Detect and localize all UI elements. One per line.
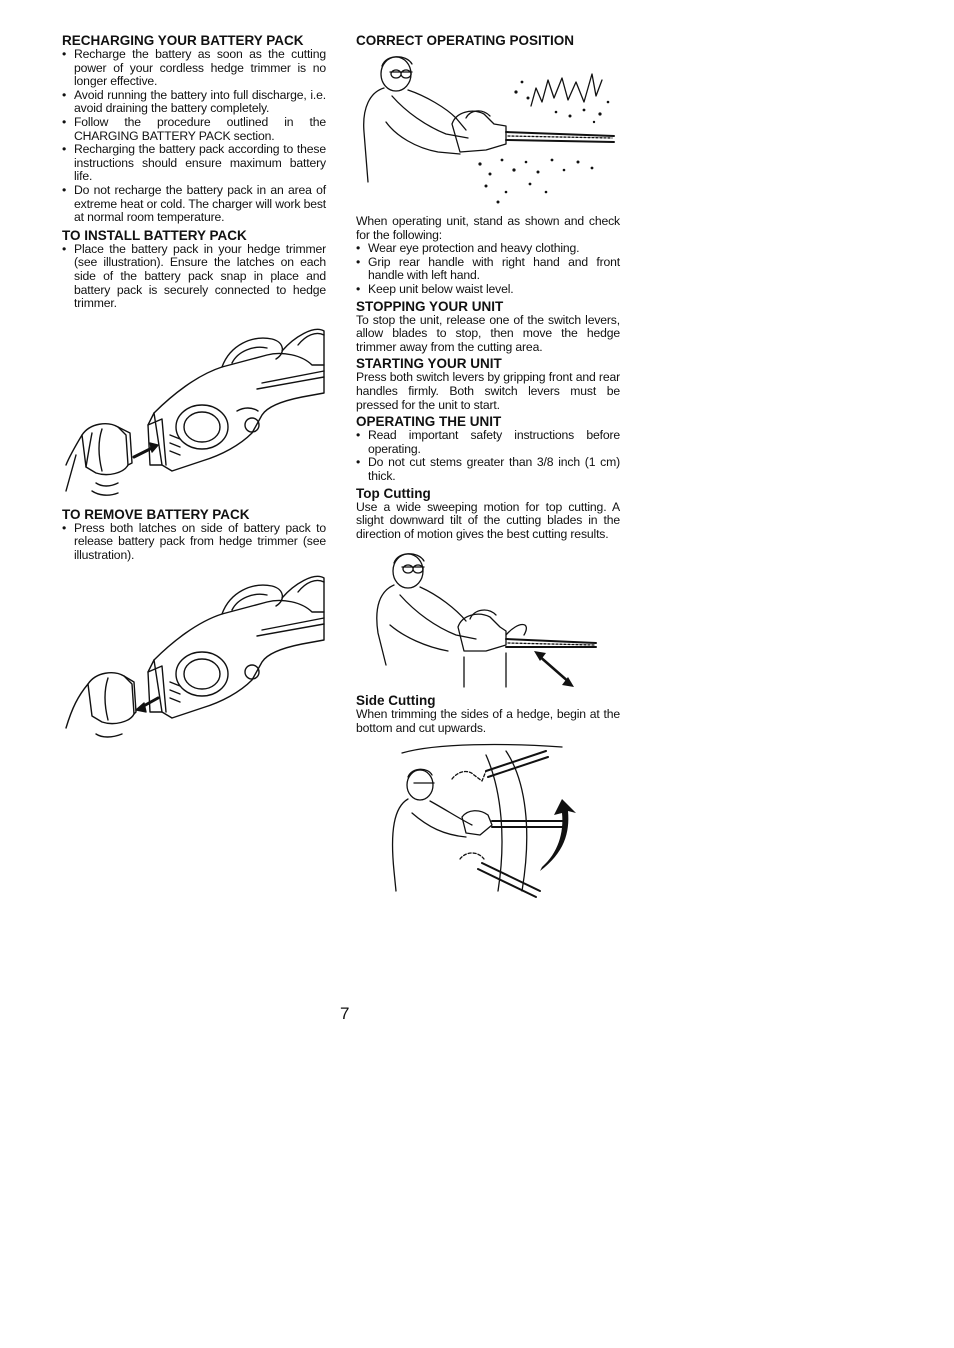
recharging-heading: RECHARGING YOUR BATTERY PACK xyxy=(62,33,304,48)
remove-battery-illustration xyxy=(62,568,326,748)
list-item: • Recharging the battery pack according to these instructions should ensure maximum battery life. xyxy=(62,143,326,184)
recharging-list xyxy=(62,48,326,225)
top-cutting-illustration xyxy=(356,547,620,691)
remove-heading: TO REMOVE BATTERY PACK xyxy=(62,506,250,522)
list-item: • Avoid running the battery into full discharge, i.e. avoid draining the battery completely. xyxy=(62,89,326,116)
list-item: • Do not cut stems greater than 3/8 inch (1 cm) thick. xyxy=(356,456,620,483)
page-number: 7 xyxy=(340,1004,350,1023)
stopping-heading: STOPPING YOUR UNIT xyxy=(356,298,504,314)
remove-list xyxy=(62,522,326,563)
list-item: • Do not recharge the battery pack in an area of extreme heat or cold. The charger will work best at normal room temperature. xyxy=(62,184,326,225)
stopping-text: To stop the unit, release one of the switch levers, allow blades to stop, then move the hedge trimmer away from the cutting area. xyxy=(356,312,620,354)
list-item: • Press both latches on side of battery pack to release battery pack from hedge trimmer (see illustration). xyxy=(62,522,326,563)
list-item: • Place the battery pack in your hedge trimmer (see illustration). Ensure the latches on each side of the battery pack snap in place and battery pack is securely connected to hedge trimmer. xyxy=(62,243,326,311)
top-cutting-heading: Top Cutting xyxy=(356,485,431,501)
position-heading: CORRECT OPERATING POSITION xyxy=(356,33,575,48)
list-item: • Grip rear handle with right hand and front handle with left hand. xyxy=(356,256,620,283)
install-heading: TO INSTALL BATTERY PACK xyxy=(62,227,247,243)
install-battery-illustration xyxy=(62,315,326,505)
starting-text: Press both switch levers by gripping front and rear handles firmly. Both switch levers must be pressed for the unit to start. xyxy=(356,370,620,412)
side-cutting-illustration xyxy=(356,741,620,907)
left-column xyxy=(62,34,326,748)
position-intro: When operating unit, stand as shown and check for the following: xyxy=(356,214,620,242)
install-list xyxy=(62,243,326,311)
top-cutting-text: Use a wide sweeping motion for top cutting. A slight downward tilt of the cutting blades in the direction of motion gives the best cutting results. xyxy=(356,499,620,541)
starting-heading: STARTING YOUR UNIT xyxy=(356,356,502,372)
operating-heading: OPERATING THE UNIT xyxy=(356,414,502,430)
list-item: • Follow the procedure outlined in the CHARGING BATTERY PACK section. xyxy=(62,116,326,143)
position-list xyxy=(356,242,620,296)
list-item: • Read important safety instructions before operating. xyxy=(356,429,620,456)
list-item: • Keep unit below waist level. xyxy=(356,283,620,297)
list-item: • Recharge the battery as soon as the cutting power of your cordless hedge trimmer is no longer effective. xyxy=(62,48,326,89)
operating-position-illustration xyxy=(356,52,620,212)
side-cutting-text: When trimming the sides of a hedge, begin at the bottom and cut upwards. xyxy=(356,707,620,735)
operating-list xyxy=(356,429,620,483)
side-cutting-heading: Side Cutting xyxy=(356,693,436,709)
list-item: • Wear eye protection and heavy clothing. xyxy=(356,242,620,256)
right-column xyxy=(356,34,620,907)
